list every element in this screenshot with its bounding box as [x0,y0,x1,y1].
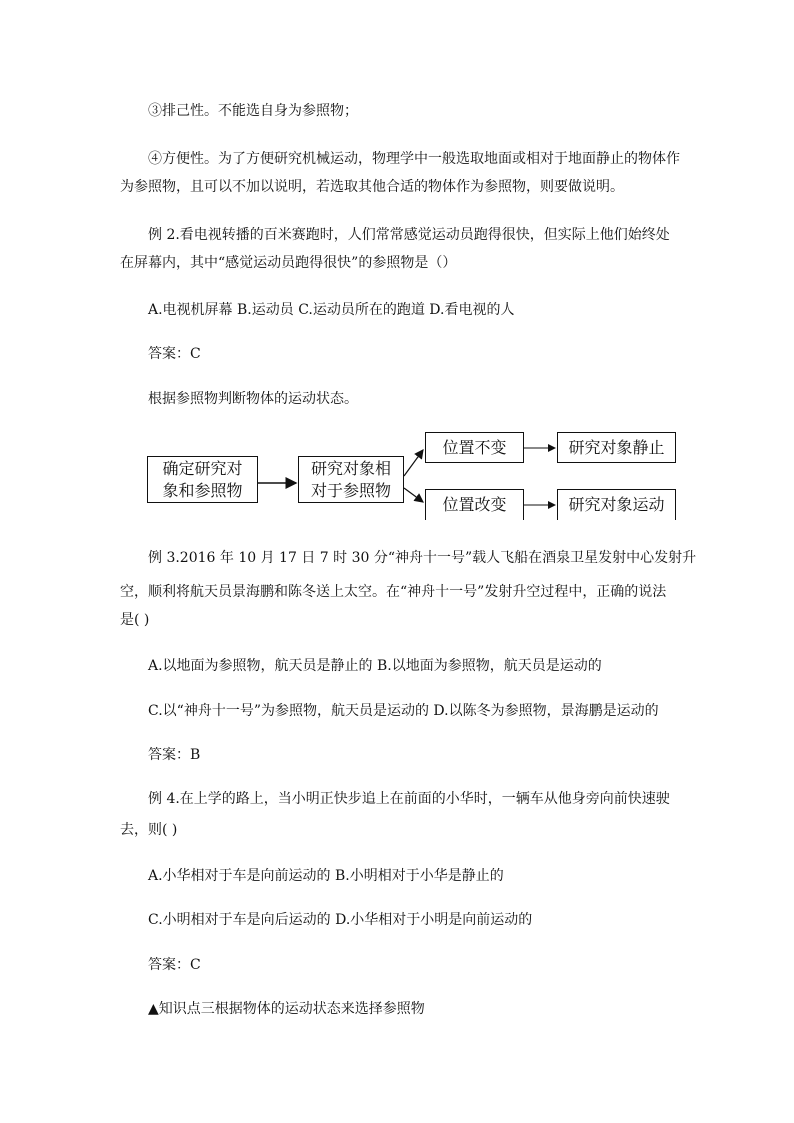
section-heading: ▲知识点三根据物体的运动状态来选择参照物 [148,1001,425,1017]
answer-line: 答案：C [148,346,201,362]
box-label: 位置改变 [442,495,507,514]
example-question-line: 是( ) [120,612,150,628]
example-question-line: 去，则( ) [120,822,178,838]
answer-line: 答案：C [148,957,201,973]
box-object-static [557,432,676,463]
example-question-line: 例 2.看电视转播的百米赛跑时，人们常常感觉运动员跑得很快，但实际上他们始终处 [148,227,670,243]
answer-options: A.小华相对于车是向前运动的 B.小明相对于小华是静止的 [148,868,504,884]
example-question-line: 空，顺利将航天员景海鹏和陈冬送上太空。在“神舟十一号”发射升空过程中，正确的说法 [120,584,667,600]
paragraph-line: ③排己性。不能选自身为参照物； [148,103,358,119]
box-object-moving [557,489,676,520]
answer-options: A.以地面为参照物，航天员是静止的 B.以地面为参照物，航天员是运动的 [148,658,602,674]
box-label: 研究对象相对于参照物 [310,458,391,500]
answer-options: C.以“神舟十一号”为参照物，航天员是运动的 D.以陈冬为参照物，景海鹏是运动的 [148,703,659,719]
paragraph-line: 为参照物，且可以不加以说明，若选取其他合适的物体作为参照物，则要做说明。 [120,179,624,195]
arrow-down-right [404,488,423,502]
example-question-line: 在屏幕内，其中“感觉运动员跑得很快”的参照物是（） [120,255,457,271]
answer-line: 答案：B [148,747,201,763]
box-determine-object [147,456,258,503]
example-question-line: 例 4.在上学的路上，当小明正快步追上在前面的小华时，一辆车从他身旁向前快速驶 [148,791,670,807]
box-position-unchanged [425,432,524,463]
box-label: 研究对象运动 [568,495,665,514]
arrow-up-right [404,450,423,476]
example-question-line: 例 3.2016 年 10 月 17 日 7 时 30 分“神舟十一号”载人飞船在酒泉卫星发射中心发射升 [148,550,697,566]
answer-options: A.电视机屏幕 B.运动员 C.运动员所在的跑道 D.看电视的人 [148,302,515,318]
box-label: 确定研究对象和参照物 [162,458,243,500]
paragraph-line: ④方便性。为了方便研究机械运动，物理学中一般选取地面或相对于地面静止的物体作 [148,151,680,167]
box-position-changed [425,489,524,520]
box-label: 研究对象静止 [568,437,665,457]
paragraph-line: 根据参照物判断物体的运动状态。 [148,391,358,407]
answer-options: C.小明相对于车是向后运动的 D.小华相对于小明是向前运动的 [148,912,533,928]
box-label: 位置不变 [442,437,507,457]
box-relative-position [298,456,404,503]
